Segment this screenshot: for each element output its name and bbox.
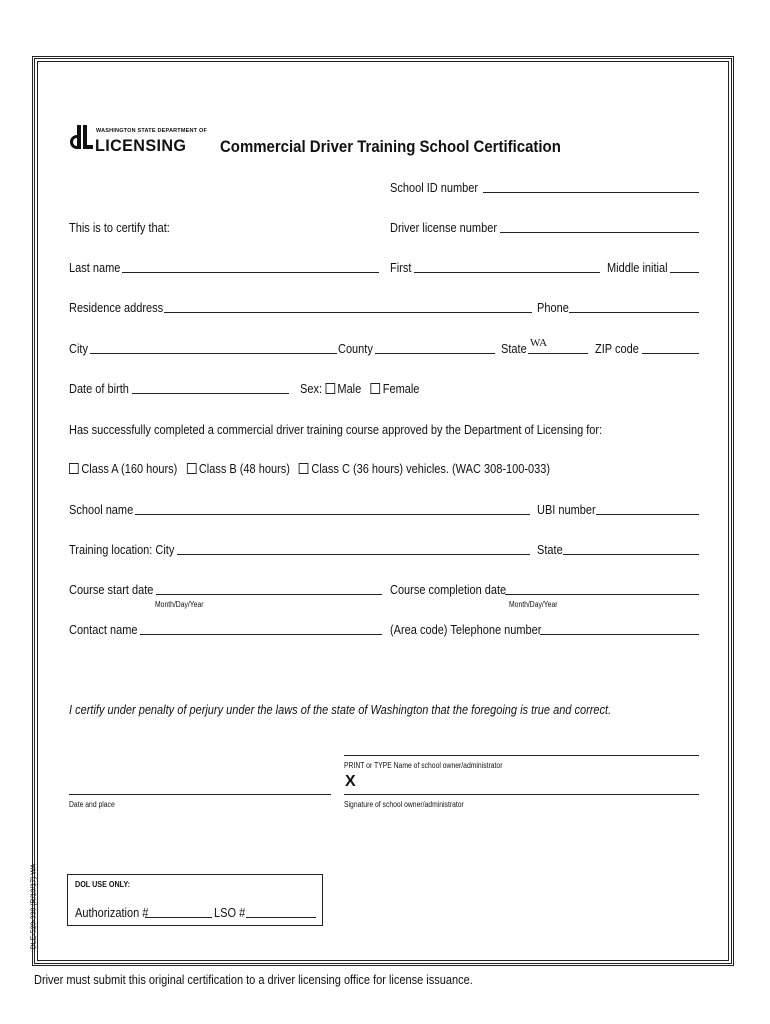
school-id-label: School ID number <box>390 181 479 195</box>
first-name-field[interactable] <box>414 272 600 273</box>
telephone-label: (Area code) Telephone number <box>390 623 542 637</box>
ubi-field[interactable] <box>596 514 699 515</box>
class-b-checkbox[interactable] <box>186 463 196 474</box>
male-checkbox[interactable] <box>325 383 335 394</box>
dob-field[interactable] <box>132 393 289 394</box>
male-label: Male <box>337 382 362 396</box>
residence-field[interactable] <box>164 312 532 313</box>
authorization-field[interactable] <box>145 917 212 918</box>
first-name-label: First <box>390 261 412 275</box>
driver-license-field[interactable] <box>500 232 699 233</box>
date-place-label: Date and place <box>69 800 115 809</box>
authorization-label: Authorization # <box>75 906 149 920</box>
certify-label: This is to certify that: <box>69 221 170 235</box>
state-label: State <box>501 342 527 356</box>
county-field[interactable] <box>375 353 495 354</box>
state-value: WA <box>530 337 548 349</box>
contact-name-field[interactable] <box>140 634 382 635</box>
perjury-statement: I certify under penalty of perjury under the laws of the state of Washington that the foregoing is true and correct. <box>69 703 612 717</box>
zip-label: ZIP code <box>595 342 639 356</box>
training-location-label: Training location: City <box>69 543 175 557</box>
date-place-field[interactable] <box>69 794 331 795</box>
sex-text: Sex: <box>300 382 323 396</box>
dob-label: Date of birth <box>69 382 129 396</box>
course-start-label: Course start date <box>69 583 154 597</box>
class-c-label: Class C (36 hours) vehicles. (WAC 308-100-033) <box>311 462 551 476</box>
residence-label: Residence address <box>69 301 164 315</box>
agency-small-text: WASHINGTON STATE DEPARTMENT OF <box>96 128 208 134</box>
start-date-hint: Month/Day/Year <box>155 600 204 609</box>
footer-instruction: Driver must submit this original certification to a driver licensing office for license issuance. <box>34 973 473 987</box>
training-state-label: State <box>537 543 563 557</box>
completed-statement: Has successfully completed a commercial driver training course approved by the Department of Licensing for: <box>69 423 603 437</box>
dol-logo-icon <box>70 123 94 153</box>
training-state-field[interactable] <box>563 554 699 555</box>
signature-label: Signature of school owner/administrator <box>344 800 464 809</box>
completion-date-hint: Month/Day/Year <box>509 600 558 609</box>
lso-label: LSO # <box>214 906 246 920</box>
agency-logo-text: LICENSING <box>95 136 187 155</box>
training-city-field[interactable] <box>177 554 530 555</box>
school-id-field[interactable] <box>483 192 699 193</box>
form-inner-border <box>37 61 729 961</box>
state-field[interactable] <box>528 353 588 354</box>
signature-x-mark: X <box>345 773 356 790</box>
print-name-field[interactable] <box>344 755 699 756</box>
contact-name-label: Contact name <box>69 623 138 637</box>
phone-label: Phone <box>537 301 569 315</box>
course-start-field[interactable] <box>156 594 382 595</box>
print-name-label: PRINT or TYPE Name of school owner/administrator <box>344 761 503 770</box>
page-title: Commercial Driver Training School Certification <box>220 137 561 156</box>
school-name-field[interactable] <box>135 514 530 515</box>
city-label: City <box>69 342 88 356</box>
last-name-label: Last name <box>69 261 121 275</box>
middle-initial-field[interactable] <box>670 272 699 273</box>
ubi-label: UBI number <box>537 503 596 517</box>
telephone-field[interactable] <box>540 634 699 635</box>
class-options <box>69 462 550 476</box>
school-name-label: School name <box>69 503 134 517</box>
middle-initial-label: Middle initial <box>607 261 668 275</box>
phone-field[interactable] <box>569 312 699 313</box>
lso-field[interactable] <box>246 917 316 918</box>
last-name-field[interactable] <box>122 272 379 273</box>
course-completion-field[interactable] <box>505 594 699 595</box>
female-checkbox[interactable] <box>370 383 380 394</box>
county-label: County <box>338 342 373 356</box>
city-field[interactable] <box>90 353 337 354</box>
class-a-checkbox[interactable] <box>69 463 79 474</box>
course-completion-label: Course completion date <box>390 583 507 597</box>
female-label: Female <box>382 382 420 396</box>
class-c-checkbox[interactable] <box>299 463 309 474</box>
driver-license-label: Driver license number <box>390 221 497 235</box>
class-b-label: Class B (48 hours) <box>198 462 290 476</box>
signature-field[interactable] <box>344 794 699 795</box>
sex-label <box>300 382 419 396</box>
dol-use-only-title: DOL USE ONLY: <box>75 880 131 889</box>
class-a-label: Class A (160 hours) <box>81 462 178 476</box>
zip-field[interactable] <box>642 353 699 354</box>
form-code: DLE-520-338 (R/10/17) WA <box>30 863 38 950</box>
